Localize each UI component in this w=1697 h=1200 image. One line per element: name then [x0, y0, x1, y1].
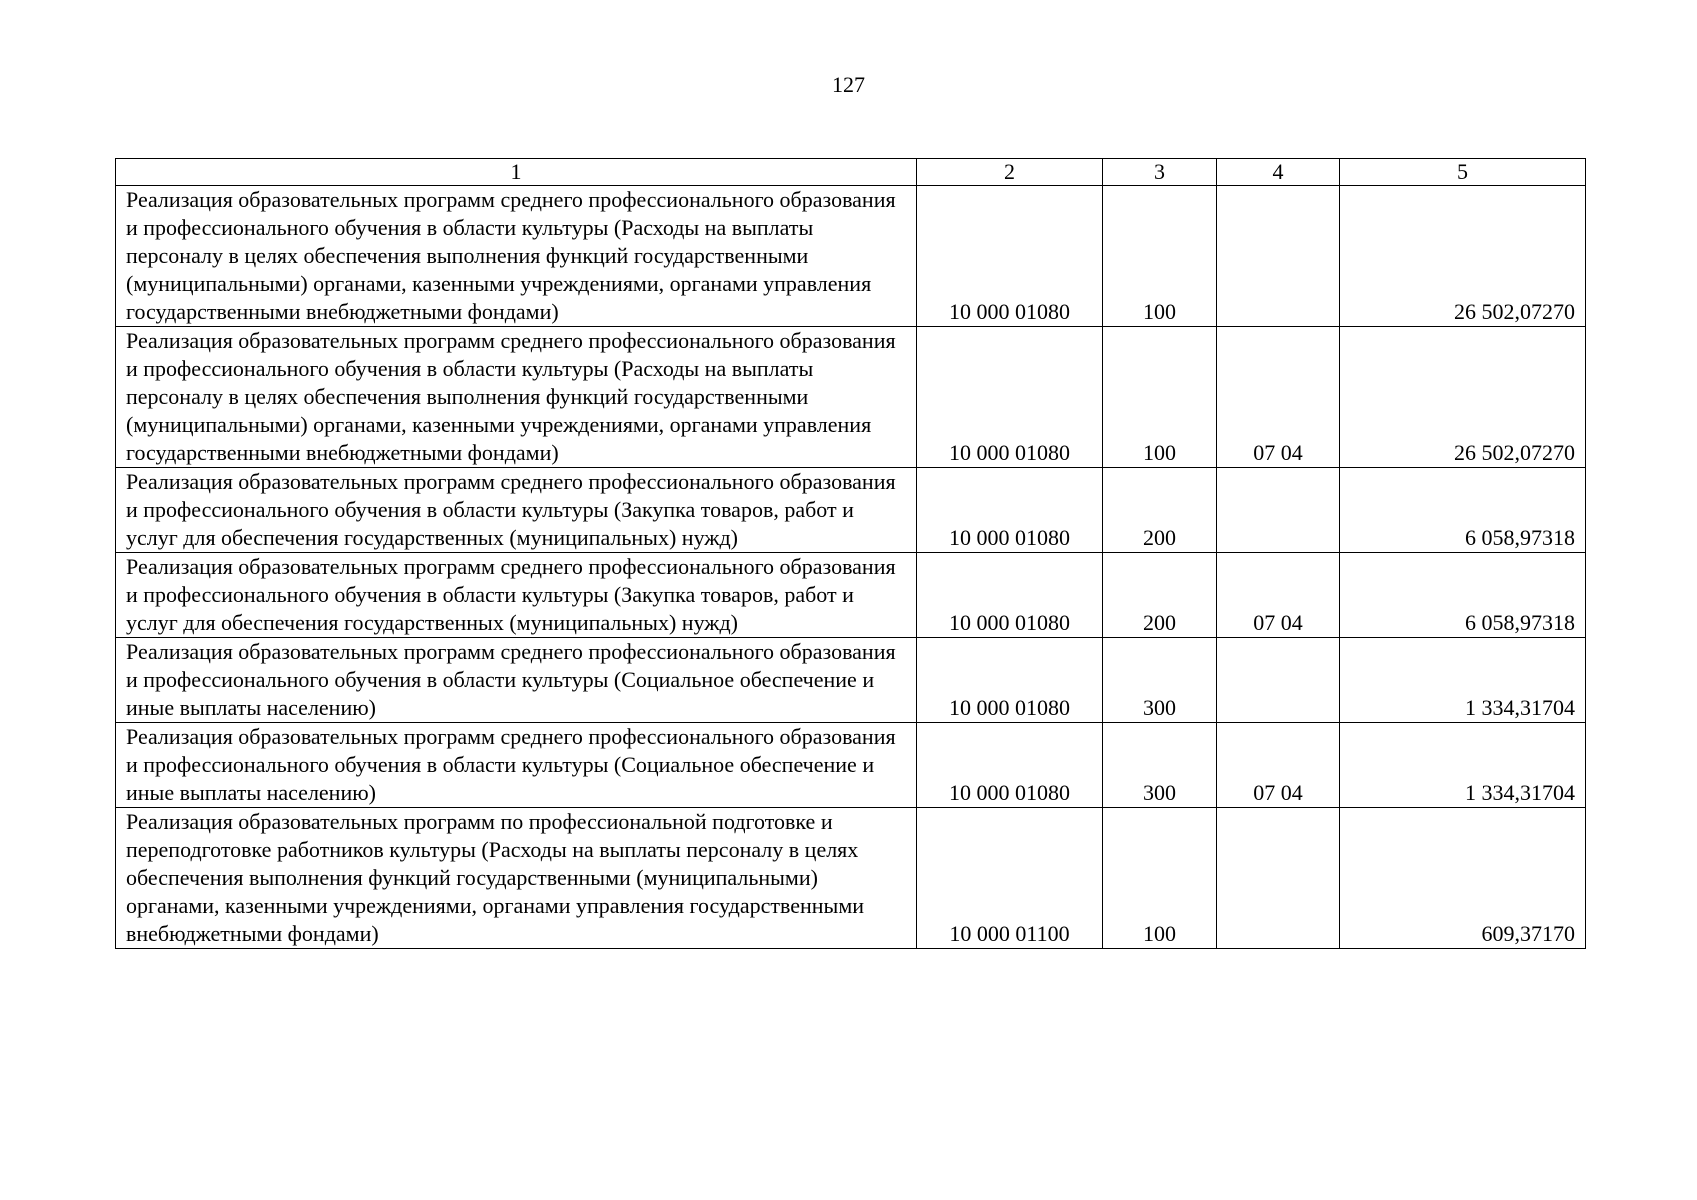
table-row [116, 327, 1586, 468]
row-target-code: 10 000 01080 [917, 186, 1103, 327]
row-target-code: 10 000 01080 [917, 468, 1103, 553]
row-expense-type: 100 [1103, 186, 1217, 327]
row-target-code: 10 000 01080 [917, 723, 1103, 808]
row-name: Реализация образовательных программ среднего профессионального образования и профессионального обучения в области культуры (Расходы на выплаты персоналу в целях обеспечения выполнения функций государственными (муниципальными) органами, казенными учреждениями, органами управления государственными внебюджетными фондами) [116, 327, 917, 468]
row-amount: 6 058,97318 [1340, 468, 1586, 553]
row-expense-type: 300 [1103, 638, 1217, 723]
table-row [116, 468, 1586, 553]
row-name: Реализация образовательных программ среднего профессионального образования и профессионального обучения в области культуры (Расходы на выплаты персоналу в целях обеспечения выполнения функций государственными (муниципальными) органами, казенными учреждениями, органами управления государственными внебюджетными фондами) [116, 186, 917, 327]
row-section-code: 07 04 [1217, 327, 1340, 468]
row-section-code: 07 04 [1217, 553, 1340, 638]
row-expense-type: 100 [1103, 808, 1217, 949]
table-row [116, 638, 1586, 723]
row-amount: 26 502,07270 [1340, 186, 1586, 327]
table-row [116, 808, 1586, 949]
row-target-code: 10 000 01100 [917, 808, 1103, 949]
row-amount: 1 334,31704 [1340, 723, 1586, 808]
row-expense-type: 100 [1103, 327, 1217, 468]
header-col-3: 3 [1103, 159, 1217, 186]
row-section-code: 07 04 [1217, 723, 1340, 808]
table-row [116, 553, 1586, 638]
row-section-code [1217, 808, 1340, 949]
row-section-code [1217, 186, 1340, 327]
row-name: Реализация образовательных программ среднего профессионального образования и профессионального обучения в области культуры (Социальное обеспечение и иные выплаты населению) [116, 723, 917, 808]
row-expense-type: 300 [1103, 723, 1217, 808]
header-col-1: 1 [116, 159, 917, 186]
header-col-5: 5 [1340, 159, 1586, 186]
row-name: Реализация образовательных программ среднего профессионального образования и профессионального обучения в области культуры (Закупка товаров, работ и услуг для обеспечения государственных (муниципальных) нужд) [116, 553, 917, 638]
row-amount: 1 334,31704 [1340, 638, 1586, 723]
table-header [116, 159, 1586, 186]
row-amount: 609,37170 [1340, 808, 1586, 949]
row-name: Реализация образовательных программ среднего профессионального образования и профессионального обучения в области культуры (Закупка товаров, работ и услуг для обеспечения государственных (муниципальных) нужд) [116, 468, 917, 553]
row-amount: 26 502,07270 [1340, 327, 1586, 468]
row-target-code: 10 000 01080 [917, 553, 1103, 638]
row-name: Реализация образовательных программ по профессиональной подготовке и переподготовке работников культуры (Расходы на выплаты персоналу в целях обеспечения выполнения функций государственными (муниципальными) органами, казенными учреждениями, органами управления государственными внебюджетными фондами) [116, 808, 917, 949]
header-row [116, 159, 1586, 186]
row-section-code [1217, 638, 1340, 723]
table-row [116, 723, 1586, 808]
page-number: 127 [832, 72, 865, 97]
header-col-4: 4 [1217, 159, 1340, 186]
row-target-code: 10 000 01080 [917, 638, 1103, 723]
row-target-code: 10 000 01080 [917, 327, 1103, 468]
row-section-code [1217, 468, 1340, 553]
header-col-2: 2 [917, 159, 1103, 186]
budget-table [115, 158, 1586, 949]
row-expense-type: 200 [1103, 468, 1217, 553]
row-expense-type: 200 [1103, 553, 1217, 638]
row-name: Реализация образовательных программ среднего профессионального образования и профессионального обучения в области культуры (Социальное обеспечение и иные выплаты населению) [116, 638, 917, 723]
table-row [116, 186, 1586, 327]
row-amount: 6 058,97318 [1340, 553, 1586, 638]
table-body [116, 186, 1586, 949]
